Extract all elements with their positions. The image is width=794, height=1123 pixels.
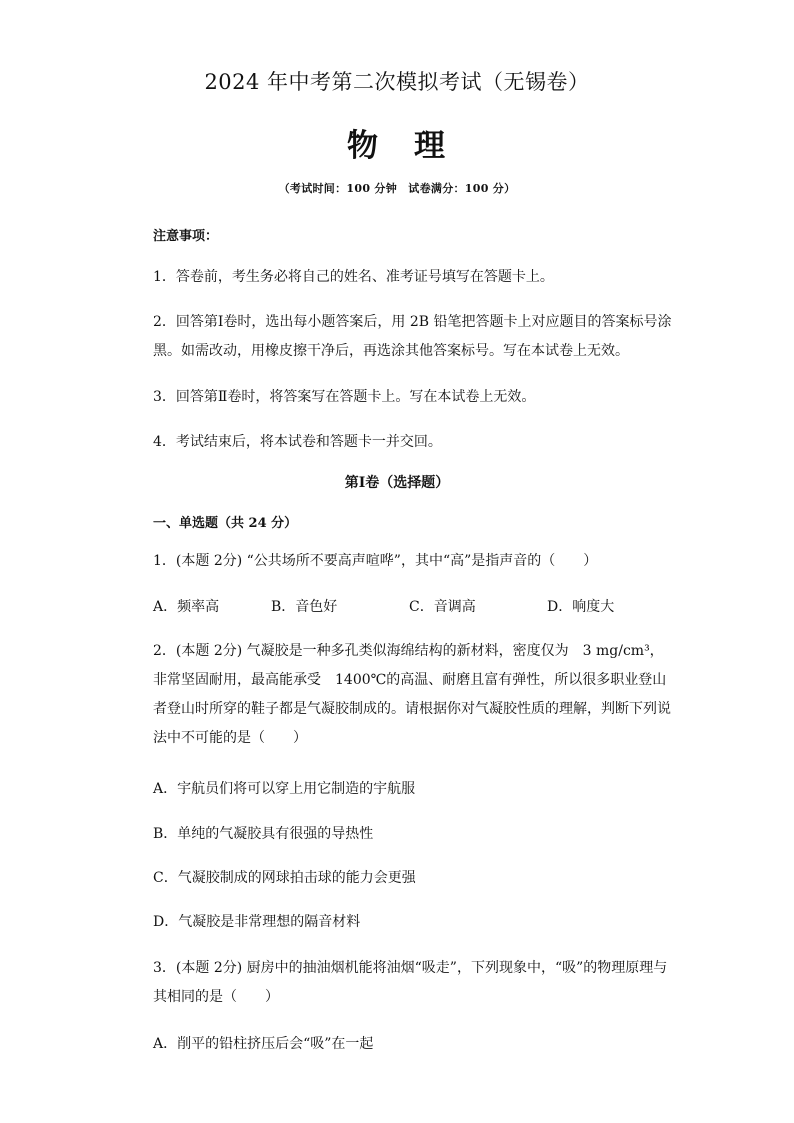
option: D．响度大 xyxy=(547,599,615,615)
option: B．音色好 xyxy=(271,599,338,615)
subject-title xyxy=(0,120,794,165)
notice-item: 3．回答第Ⅱ卷时，将答案写在答题卡上。写在本试卷上无效。 xyxy=(153,389,536,405)
notice-item: 4．考试结束后，将本试卷和答题卡一并交回。 xyxy=(153,434,442,450)
option: C．气凝胶制成的网球拍击球的能力会更强 xyxy=(153,870,416,886)
subsection-title: 一、单选题（共 24 分） xyxy=(153,516,298,531)
option: A．宇航员们将可以穿上用它制造的宇航服 xyxy=(153,781,416,797)
notice-item: 2．回答第Ⅰ卷时，选出每小题答案后，用 2B 铅笔把答题卡上对应题目的答案标号涂黑。如需改动，用橡皮擦干净后，再选涂其他答案标号。写在本试卷上无效。 xyxy=(153,314,672,359)
question-stem: 1．(本题 2分) “公共场所不要高声喧哗”，其中“高”是指声音的（ ） xyxy=(153,553,598,569)
option: A．削平的铅柱挤压后会“吸”在一起 xyxy=(153,1036,374,1052)
subject-char-1: 物 xyxy=(347,128,380,164)
section-title: 第Ⅰ卷（选择题） xyxy=(344,475,450,491)
option: D．气凝胶是非常理想的隔音材料 xyxy=(153,914,361,930)
option: B．单纯的气凝胶具有很强的导热性 xyxy=(153,826,374,842)
options-row xyxy=(153,596,673,620)
option: A．频率高 xyxy=(153,599,220,615)
exam-title: 2024 年中考第二次模拟考试（无锡卷） xyxy=(204,70,590,94)
exam-meta: （考试时间：100 分钟 试卷满分：100 分） xyxy=(278,182,516,195)
notice-heading: 注意事项： xyxy=(153,229,219,244)
notice-item: 1．答卷前，考生务必将自己的姓名、准考证号填写在答题卡上。 xyxy=(153,269,554,285)
option: C．音调高 xyxy=(409,599,476,615)
question-stem: 3．(本题 2分) 厨房中的抽油烟机能将油烟“吸走”，下列现象中，“吸”的物理原理与其相同的是（ ） xyxy=(153,960,668,1005)
subject-char-2: 理 xyxy=(414,128,447,164)
question-stem: 2．(本题 2分) 气凝胶是一种多孔类似海绵结构的新材料，密度仅为 3 mg/cm³，非常坚固耐用，最高能承受 1400℃的高温、耐磨且富有弹性，所以很多职业登山者登山时所穿的鞋子都是气凝胶制成的。请根据你对气凝胶性质的理解，判断下列说法中不可能的是（ ） xyxy=(153,643,671,746)
